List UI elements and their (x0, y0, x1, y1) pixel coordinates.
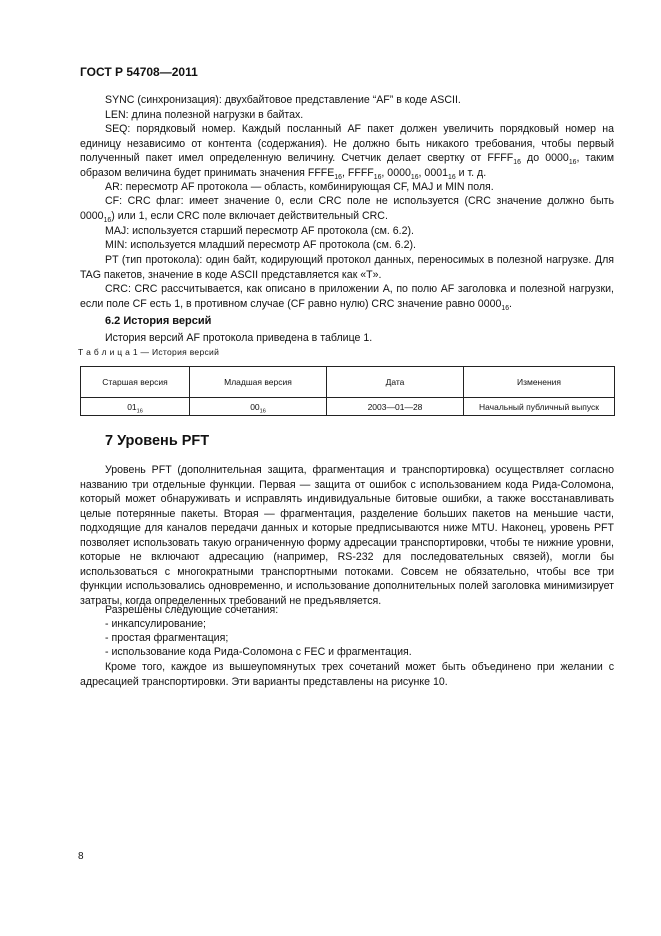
col-header-date: Дата (327, 367, 464, 398)
section-6-2-text: История версий AF протокола приведена в таблице 1. (105, 332, 373, 344)
list-item: - использование кода Рида-Соломона с FEC и фрагментация. (105, 646, 412, 658)
def-sync: SYNC (синхронизация): двухбайтовое представление “AF” в коде ASCII. (105, 94, 461, 106)
section-7-paragraph-2: Разрешены следующие сочетания: (105, 604, 279, 616)
def-ar: AR: пересмотр AF протокола — область, комбинирующая CF, MAJ и MIN поля. (105, 181, 494, 193)
table-header-row (81, 367, 615, 398)
def-pt: PT (тип протокола): один байт, кодирующий протокол данных, переносимых в полезной нагрузке. Для TAG пакетов, значение в коде ASCII представляется как «T». (80, 254, 614, 281)
def-cf: CF: CRC флаг: имеет значение 0, если CRC поле не используется (CRC значение должно быть $0000_{16}$) или 1, если CRC поле включает действительный CRC. (80, 195, 614, 224)
document-header: ГОСТ Р 54708—2011 (80, 65, 198, 79)
cell-date: 2003—01—28 (327, 398, 464, 416)
section-7-paragraph-3: Кроме того, каждое из вышеупомянутых трех сочетаний может быть объединено при желании с адресацией транспортировки. Эти варианты представлены на рисунке 10. (80, 661, 614, 688)
list-item: - простая фрагментация; (105, 632, 229, 644)
section-7-heading: 7 Уровень PFT (105, 433, 210, 449)
def-seq: SEQ: порядковый номер. Каждый посланный AF пакет должен увеличить порядковый номер на единицу независимо от контента (содержания). Не должно быть никакого требования, чтобы первый полученный пакет имел определенную величину. Счетчик делает свертку от $FFFF_{16}$ до $0000_{16}$, таким образом величина будет принимать значения $FFFE_{16}$, $FFFF_{16}$, $0000_{16}$, $0001_{16}$ и т. д. (80, 123, 614, 181)
def-len: LEN: длина полезной нагрузки в байтах. (105, 109, 304, 121)
col-header-changes: Изменения (464, 367, 615, 398)
table-caption: Т а б л и ц а 1 — История версий (78, 347, 220, 357)
def-maj: MAJ: используется старший пересмотр AF протокола (см. 6.2). (105, 225, 414, 237)
cell-changes: Начальный публичный выпуск (464, 398, 615, 416)
table-row (81, 398, 615, 416)
section-7-paragraph-1: Уровень PFT (дополнительная защита, фрагментация и транспортировка) осуществляет согласно названию три отдельные функции. Первая — защита от ошибок с использованием кода Рида-Соломона, который может обнаруживать и исправлять индивидуальные битовые ошибки, а также восстанавливать целые потерянные пакеты. Вторая — фрагментация, разделение больших пакетов на меньшие части, подходящие для каналов передачи данных и которые предписываются ниже MTU. Наконец, уровень PFT позволяет использовать такую ограниченную форму адресации транспортировки, чтобы те нижние уровни, которые не включают адресацию (например, RS-232 для последовательных связей), могли бы использоваться с многократными транспортными потоками. Совсем не обязательно, чтобы все три функции использовались одновременно, и использование дополнительных полей заголовка минимизирует затраты, когда определенных требований не предъявляется. (80, 464, 614, 607)
section-6-2-heading: 6.2 История версий (105, 315, 212, 327)
page-number: 8 (78, 851, 84, 862)
cell-minor: $00_{16}$ (190, 398, 327, 416)
cell-major: $01_{16}$ (81, 398, 190, 416)
col-header-major: Старшая версия (81, 367, 190, 398)
version-history-table (80, 366, 615, 416)
list-item: - инкапсулирование; (105, 618, 206, 630)
col-header-minor: Младшая версия (190, 367, 327, 398)
def-min: MIN: используется младший пересмотр AF протокола (см. 6.2). (105, 239, 416, 251)
def-crc: CRC: CRC рассчитывается, как описано в приложении А, по полю AF заголовка и полезной нагрузки, если поле CF есть 1, в противном случае (CF равно нулю) CRC значение равно $0000_{16}$. (80, 283, 614, 312)
